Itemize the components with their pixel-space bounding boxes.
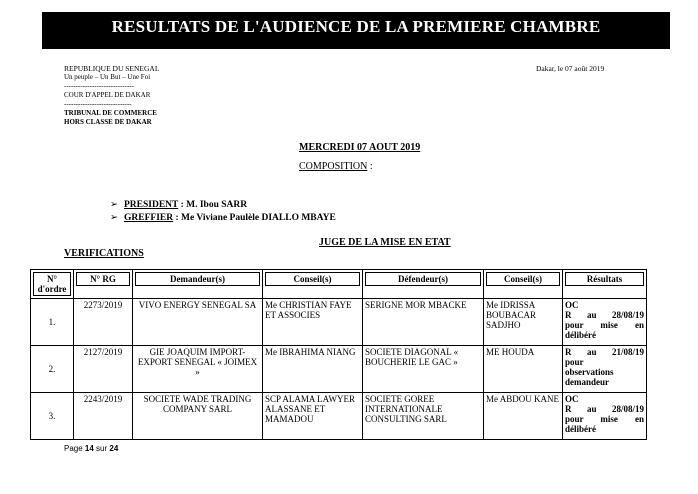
cell-conseil: Me ABDOU KANE xyxy=(484,393,563,440)
composition xyxy=(299,161,373,172)
judge-section-title: JUGE DE LA MISE EN ETAT xyxy=(319,237,451,248)
cell-defendeur: SOCIETE GOREE INTERNATIONALE CONSULTING SARL xyxy=(363,393,484,440)
table-row xyxy=(31,346,647,393)
cell-rg: 2243/2019 xyxy=(74,393,133,440)
cell-resultats xyxy=(563,299,647,346)
cell-conseil: ME HOUDA xyxy=(484,346,563,393)
result-line: R au 28/08/19 xyxy=(565,310,644,320)
cell-defendeur: SOCIETE DIAGONAL « BOUCHERIE LE GAC » xyxy=(363,346,484,393)
result-line: demandeur xyxy=(565,377,610,387)
result-line: OC xyxy=(565,300,579,310)
separator: ------------------------------ xyxy=(64,82,134,90)
header-demandeur: Demandeur(s) xyxy=(133,270,263,299)
motto: Un peuple – Un But – Une Foi xyxy=(64,73,151,81)
cell-conseil: SCP ALAMA LAWYER ALASSANE ET MAMADOU xyxy=(263,393,363,440)
cell-no: 1. xyxy=(31,299,74,346)
republic-name: REPUBLIQUE DU SENEGAL xyxy=(64,64,160,73)
verifications-title: VERIFICATIONS xyxy=(64,248,144,259)
result-line: pour xyxy=(565,357,584,367)
greffier-line xyxy=(110,212,336,225)
cell-resultats xyxy=(563,346,647,393)
cell-no: 2. xyxy=(31,346,74,393)
cell-demandeur: GIE JOAQUIM IMPORT-EXPORT SENEGAL « JOIMEX » xyxy=(133,346,263,393)
page-total: 24 xyxy=(109,444,119,453)
president-value: : M. Ibou SARR xyxy=(178,200,248,210)
cell-rg: 2273/2019 xyxy=(74,299,133,346)
header-defendeur: Défendeur(s) xyxy=(363,270,484,299)
arrow-icon: ➢ xyxy=(110,200,118,210)
cell-demandeur: VIVO ENERGY SENEGAL SA xyxy=(133,299,263,346)
header-conseil: Conseil(s) xyxy=(484,270,563,299)
page-number xyxy=(64,444,118,453)
table-row xyxy=(31,393,647,440)
cell-resultats xyxy=(563,393,647,440)
result-line: pour mise en xyxy=(565,414,644,424)
page-label: Page xyxy=(64,444,85,453)
result-line: OC xyxy=(565,394,579,404)
result-line: R au 28/08/19 xyxy=(565,404,644,414)
cell-rg: 2127/2019 xyxy=(74,346,133,393)
result-line: R au 21/08/19 xyxy=(565,347,644,357)
result-line: pour mise en xyxy=(565,320,644,330)
cell-no: 3. xyxy=(31,393,74,440)
letterhead xyxy=(64,64,159,127)
header-no: N° d'ordre xyxy=(31,270,74,299)
result-line: observations xyxy=(565,367,614,377)
table-header-row xyxy=(31,270,647,299)
results-table xyxy=(30,269,647,440)
tribunal-class: HORS CLASSE DE DAKAR xyxy=(64,118,152,126)
cell-conseil: Me IBRAHIMA NIANG xyxy=(263,346,363,393)
greffier-label: GREFFIER xyxy=(124,213,174,223)
cell-conseil: Me CHRISTIAN FAYE ET ASSOCIES xyxy=(263,299,363,346)
result-line: délibéré xyxy=(565,424,596,434)
court-members xyxy=(110,199,336,225)
cell-defendeur: SERIGNE MOR MBACKE xyxy=(363,299,484,346)
header-rg: N° RG xyxy=(74,270,133,299)
composition-label: COMPOSITION xyxy=(299,161,368,172)
separator: ----------------------------- xyxy=(64,100,132,108)
composition-suffix: : xyxy=(367,161,373,172)
president-label: PRESIDENT xyxy=(124,200,179,210)
arrow-icon: ➢ xyxy=(110,213,118,223)
cell-conseil: Me IDRISSA BOUBACAR SADJHO xyxy=(484,299,563,346)
court-name: COUR D'APPEL DE DAKAR xyxy=(64,91,151,99)
page-separator: sur xyxy=(93,444,110,453)
place-date: Dakar, le 07 août 2019 xyxy=(536,64,605,73)
page-current: 14 xyxy=(84,444,94,453)
cell-demandeur: SOCIETE WADE TRADING COMPANY SARL xyxy=(133,393,263,440)
tribunal-name: TRIBUNAL DE COMMERCE xyxy=(64,109,157,117)
president-line xyxy=(110,199,336,212)
header-conseil: Conseil(s) xyxy=(263,270,363,299)
session-date: MERCREDI 07 AOUT 2019 xyxy=(299,142,421,153)
header-resultats: Résultats xyxy=(563,270,647,299)
page-banner: RESULTATS DE L'AUDIENCE DE LA PREMIERE CHAMBRE xyxy=(42,12,670,49)
result-line: délibéré xyxy=(565,330,596,340)
greffier-value: : Me Viviane Paulèle DIALLO MBAYE xyxy=(173,213,336,223)
table-row xyxy=(31,299,647,346)
